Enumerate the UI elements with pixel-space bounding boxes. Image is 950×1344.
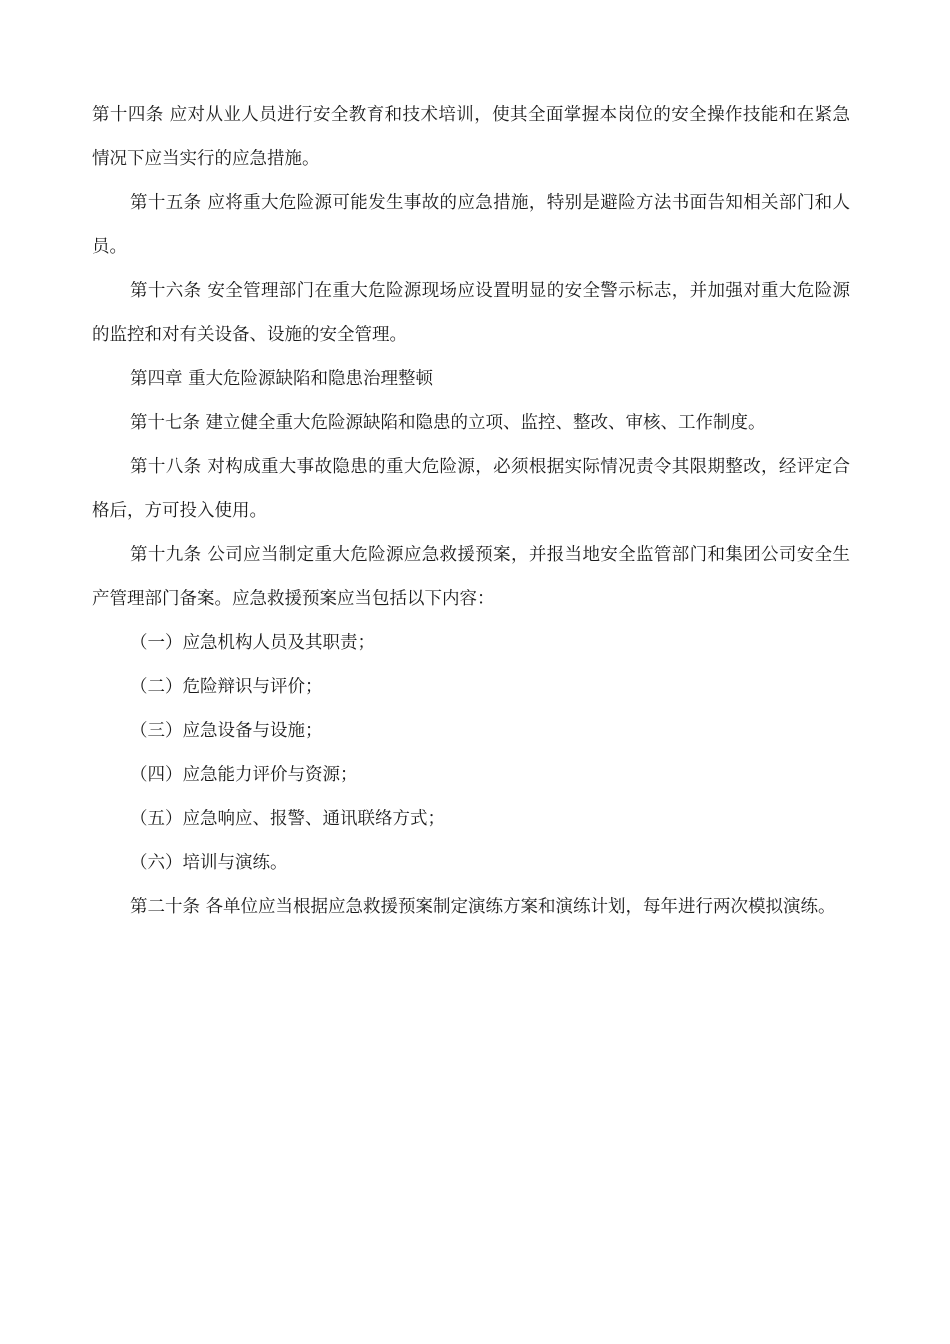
list-item-1: （一）应急机构人员及其职责；	[130, 633, 375, 653]
list-item-4: （四）应急能力评价与资源；	[130, 765, 358, 785]
article-14-paragraph: 第十四条 应对从业人员进行安全教育和技术培训，使其全面掌握本岗位的安全操作技能和在紧急情况下应当实行的应急措施。	[92, 105, 850, 169]
article-20-paragraph: 第二十条 各单位应当根据应急救援预案制定演练方案和演练计划，每年进行两次模拟演练。	[130, 897, 836, 917]
article-15-paragraph: 第十五条 应将重大危险源可能发生事故的应急措施，特别是避险方法书面告知相关部门和人员。	[92, 193, 850, 257]
article-19-paragraph: 第十九条 公司应当制定重大危险源应急救援预案，并报当地安全监管部门和集团公司安全生产管理部门备案。应急救援预案应当包括以下内容：	[92, 545, 850, 609]
list-item-2: （二）危险辩识与评价；	[130, 677, 323, 697]
document-page	[92, 93, 850, 929]
list-item-5: （五）应急响应、报警、通讯联络方式；	[130, 809, 445, 829]
list-item-6: （六）培训与演练。	[130, 853, 288, 873]
list-item-3: （三）应急设备与设施；	[130, 721, 323, 741]
article-16-paragraph: 第十六条 安全管理部门在重大危险源现场应设置明显的安全警示标志，并加强对重大危险源的监控和对有关设备、设施的安全管理。	[92, 281, 850, 345]
chapter-4-heading: 第四章 重大危险源缺陷和隐患治理整顿	[130, 369, 434, 389]
article-18-paragraph: 第十八条 对构成重大事故隐患的重大危险源，必须根据实际情况责令其限期整改，经评定合格后，方可投入使用。	[92, 457, 850, 521]
article-17-paragraph: 第十七条 建立健全重大危险源缺陷和隐患的立项、监控、整改、审核、工作制度。	[130, 413, 766, 433]
